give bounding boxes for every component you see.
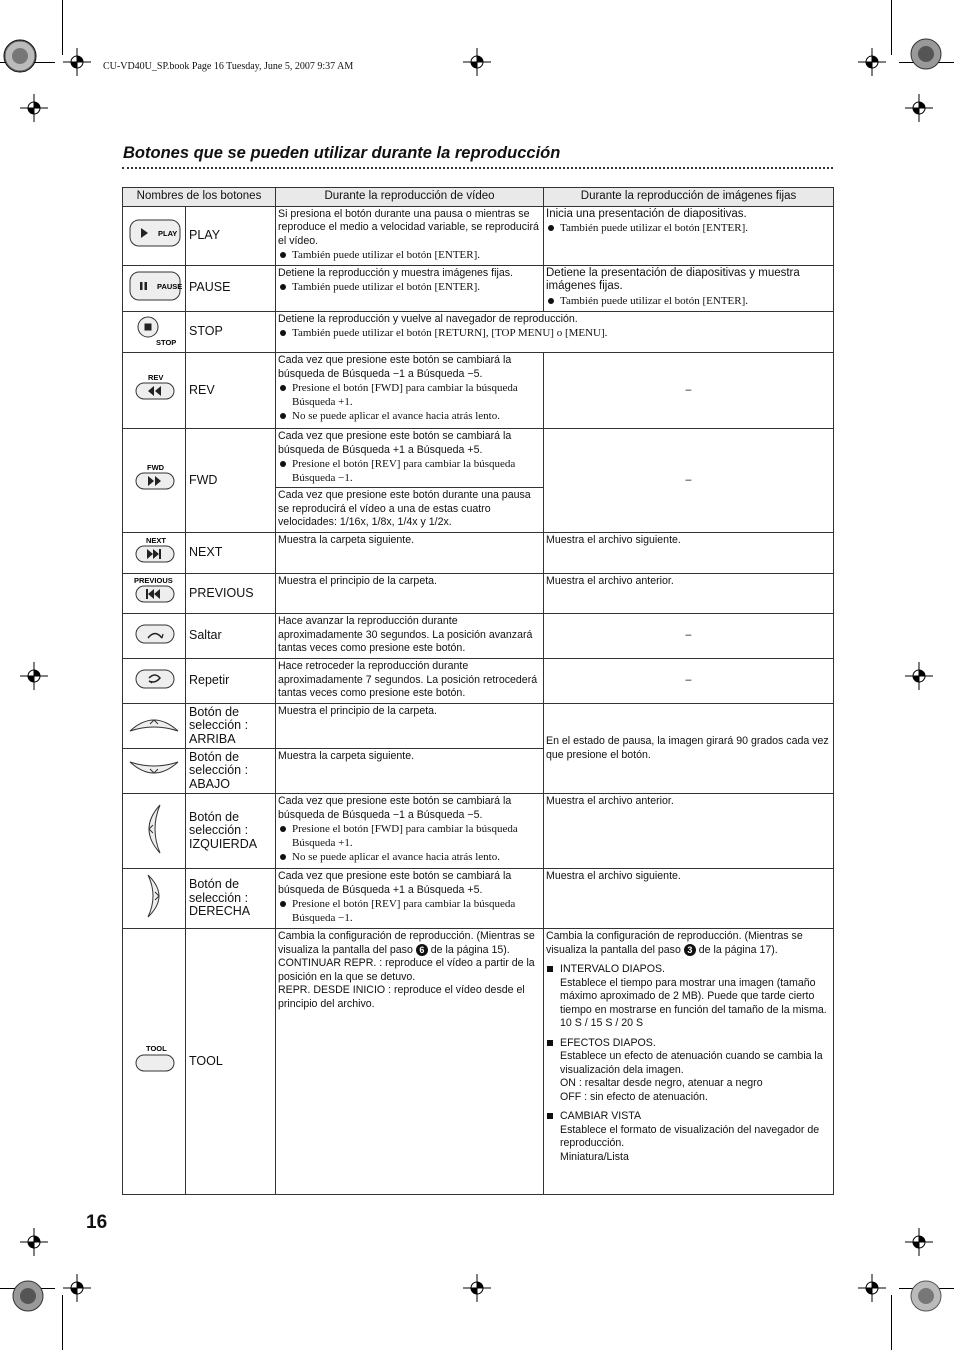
play-button-icon (123, 206, 186, 265)
table-row (123, 614, 834, 659)
still-cell: Muestra el archivo siguiente. (544, 533, 834, 574)
buttons-table (122, 187, 834, 1195)
button-name: REV (186, 353, 276, 429)
registration-target-icon (858, 1274, 886, 1302)
svg-text:PREVIOUS: PREVIOUS (134, 576, 173, 586)
registration-target-icon (20, 1228, 48, 1256)
next-button-icon (123, 533, 186, 574)
registration-target-icon (20, 94, 48, 122)
button-name: FWD (186, 429, 276, 533)
color-wheel-icon (4, 40, 36, 72)
registration-target-icon (20, 662, 48, 690)
stop-button-icon (123, 311, 186, 353)
left-arrow-icon (123, 794, 186, 869)
table-row (123, 929, 834, 1195)
both-cell: Detiene la reproducción y vuelve al navegador de reproducción. También puede utilizar el botón [RETURN], [TOP MENU] o [MENU]. (276, 311, 834, 353)
svg-text:REV: REV (148, 373, 164, 383)
video-cell: Muestra el principio de la carpeta. (276, 574, 544, 614)
video-cell: Detiene la reproducción y muestra imágenes fijas. También puede utilizar el botón [ENTER]. (276, 265, 544, 311)
table-row (123, 533, 834, 574)
video-cell: Muestra la carpeta siguiente. (276, 749, 544, 794)
button-name: Repetir (186, 659, 276, 704)
step-number-badge: 6 (416, 944, 428, 956)
button-name: Botón de selección : ARRIBA (186, 704, 276, 749)
button-name: STOP (186, 311, 276, 353)
table-row (123, 353, 834, 429)
table-row (123, 429, 834, 488)
button-name: TOOL (186, 929, 276, 1195)
up-arrow-icon (123, 704, 186, 749)
registration-target-icon (463, 1274, 491, 1302)
fwd-button-icon (123, 429, 186, 533)
column-header: Nombres de los botones (123, 188, 276, 207)
empty-cell: – (544, 429, 834, 533)
book-header: CU-VD40U_SP.book Page 16 Tuesday, June 5, 2007 9:37 AM (103, 61, 354, 72)
still-cell: Muestra el archivo anterior. (544, 794, 834, 869)
table-row (123, 311, 834, 353)
video-cell: Muestra el principio de la carpeta. (276, 704, 544, 749)
button-name: NEXT (186, 533, 276, 574)
color-wheel-icon (910, 38, 942, 70)
empty-cell: – (544, 614, 834, 659)
table-row (123, 206, 834, 265)
table-header-row (123, 188, 834, 207)
crop-mark (891, 1295, 892, 1350)
column-header: Durante la reproducción de vídeo (276, 188, 544, 207)
page-number: 16 (86, 1212, 108, 1233)
right-arrow-icon (123, 869, 186, 929)
column-header: Durante la reproducción de imágenes fijas (544, 188, 834, 207)
video-cell: Cada vez que presione este botón durante una pausa se reproducirá el vídeo a una de estas cuatro velocidades: 1/16x, 1/8x, 1/4x y 1/2x. (276, 488, 544, 533)
button-name: Botón de selección : ABAJO (186, 749, 276, 794)
video-cell: Cada vez que presione este botón se cambiará la búsqueda de Búsqueda +1 a Búsqueda +5. Presione el botón [REV] para cambiar la búsqueda Búsqueda −1. (276, 429, 544, 488)
option-title: INTERVALO DIAPOS. (546, 963, 831, 977)
previous-button-icon (123, 574, 186, 614)
empty-cell: – (544, 659, 834, 704)
video-cell: Cambia la configuración de reproducción. (Mientras se visualiza la pantalla del paso 6 de la página 15). CONTINUAR REPR. : reproduce el vídeo a partir de la posición en la que se detuvo. REPR. DESDE INICIO : reproduce el vídeo desde el principio del archivo. (276, 929, 544, 1195)
empty-cell: – (544, 353, 834, 429)
table-row (123, 704, 834, 749)
table-row (123, 574, 834, 614)
svg-text:PLAY: PLAY (158, 229, 178, 239)
video-cell: Cada vez que presione este botón se cambiará la búsqueda de Búsqueda +1 a Búsqueda +5. Presione el botón [REV] para cambiar la búsqueda Búsqueda −1. (276, 869, 544, 929)
crop-mark (62, 1295, 63, 1350)
button-name: PLAY (186, 206, 276, 265)
still-cell: Inicia una presentación de diapositivas. También puede utilizar el botón [ENTER]. (544, 206, 834, 265)
section-title: Botones que se pueden utilizar durante la reproducción (123, 144, 561, 162)
replay-button-icon (123, 659, 186, 704)
table-row (123, 659, 834, 704)
video-cell: Si presiona el botón durante una pausa o mientras se reproduce el medio a velocidad variable, se reproducirá el vídeo. También puede utilizar el botón [ENTER]. (276, 206, 544, 265)
button-name: Botón de selección : DERECHA (186, 869, 276, 929)
registration-target-icon (858, 48, 886, 76)
step-number-badge: 3 (684, 944, 696, 956)
still-cell: Muestra el archivo anterior. (544, 574, 834, 614)
option-title: EFECTOS DIAPOS. (546, 1037, 831, 1051)
table-row (123, 869, 834, 929)
registration-target-icon (905, 662, 933, 690)
svg-text:PAUSE: PAUSE (157, 281, 182, 291)
color-wheel-icon (910, 1280, 942, 1312)
skip-button-icon (123, 614, 186, 659)
registration-target-icon (63, 48, 91, 76)
table-row (123, 265, 834, 311)
registration-target-icon (905, 94, 933, 122)
button-name: PAUSE (186, 265, 276, 311)
registration-target-icon (463, 48, 491, 76)
button-name: Botón de selección : IZQUIERDA (186, 794, 276, 869)
down-arrow-icon (123, 749, 186, 794)
tool-button-icon (123, 929, 186, 1195)
registration-target-icon (63, 1274, 91, 1302)
button-name: Saltar (186, 614, 276, 659)
still-cell: En el estado de pausa, la imagen girará 90 grados cada vez que presione el botón. (544, 704, 834, 794)
video-cell: Cada vez que presione este botón se cambiará la búsqueda de Búsqueda −1 a Búsqueda −5. Presione el botón [FWD] para cambiar la búsqueda Búsqueda +1. No se puede aplicar el avance hacia atrás lento. (276, 794, 544, 869)
crop-mark (62, 0, 63, 55)
svg-text:TOOL: TOOL (146, 1044, 167, 1054)
table-row (123, 794, 834, 869)
video-cell: Hace avanzar la reproducción durante aproximadamente 30 segundos. La posición avanzará tantas veces como presione este botón. (276, 614, 544, 659)
pause-button-icon (123, 265, 186, 311)
svg-text:FWD: FWD (147, 463, 165, 473)
color-wheel-icon (12, 1280, 44, 1312)
svg-text:STOP: STOP (156, 337, 177, 347)
still-cell: Muestra el archivo siguiente. (544, 869, 834, 929)
still-cell: Detiene la presentación de diapositivas y muestra imágenes fijas. También puede utilizar el botón [ENTER]. (544, 265, 834, 311)
registration-target-icon (905, 1228, 933, 1256)
dotted-divider (122, 167, 833, 169)
video-cell: Cada vez que presione este botón se cambiará la búsqueda de Búsqueda −1 a Búsqueda −5. Presione el botón [FWD] para cambiar la búsqueda Búsqueda +1. No se puede aplicar el avance hacia atrás lento. (276, 353, 544, 429)
rev-button-icon (123, 353, 186, 429)
video-cell: Hace retroceder la reproducción durante aproximadamente 7 segundos. La posición retrocederá tantas veces como presione este botón. (276, 659, 544, 704)
crop-mark (891, 0, 892, 55)
button-name: PREVIOUS (186, 574, 276, 614)
video-cell: Muestra la carpeta siguiente. (276, 533, 544, 574)
still-cell: Cambia la configuración de reproducción. (Mientras se visualiza la pantalla del paso 3 de la página 17). INTERVALO DIAPOS. Establece el tiempo para mostrar una imagen (tamaño máximo aproximado de 2 MB). Puede que tarde cierto tiempo en mostrarse en función del tamaño de la misma. 10 S / 15 S / 20 S EFECTOS DIAPOS. Establece un efecto de atenuación cuando se cambia la visualización dela imagen. ON : resaltar desde negro, atenuar a negro OFF : sin efecto de atenuación. CAMBIAR VISTA Establece el formato de visualización del navegador de reproducción. Miniatura/Lista (544, 929, 834, 1195)
svg-text:NEXT: NEXT (146, 535, 167, 545)
option-title: CAMBIAR VISTA (546, 1110, 831, 1124)
